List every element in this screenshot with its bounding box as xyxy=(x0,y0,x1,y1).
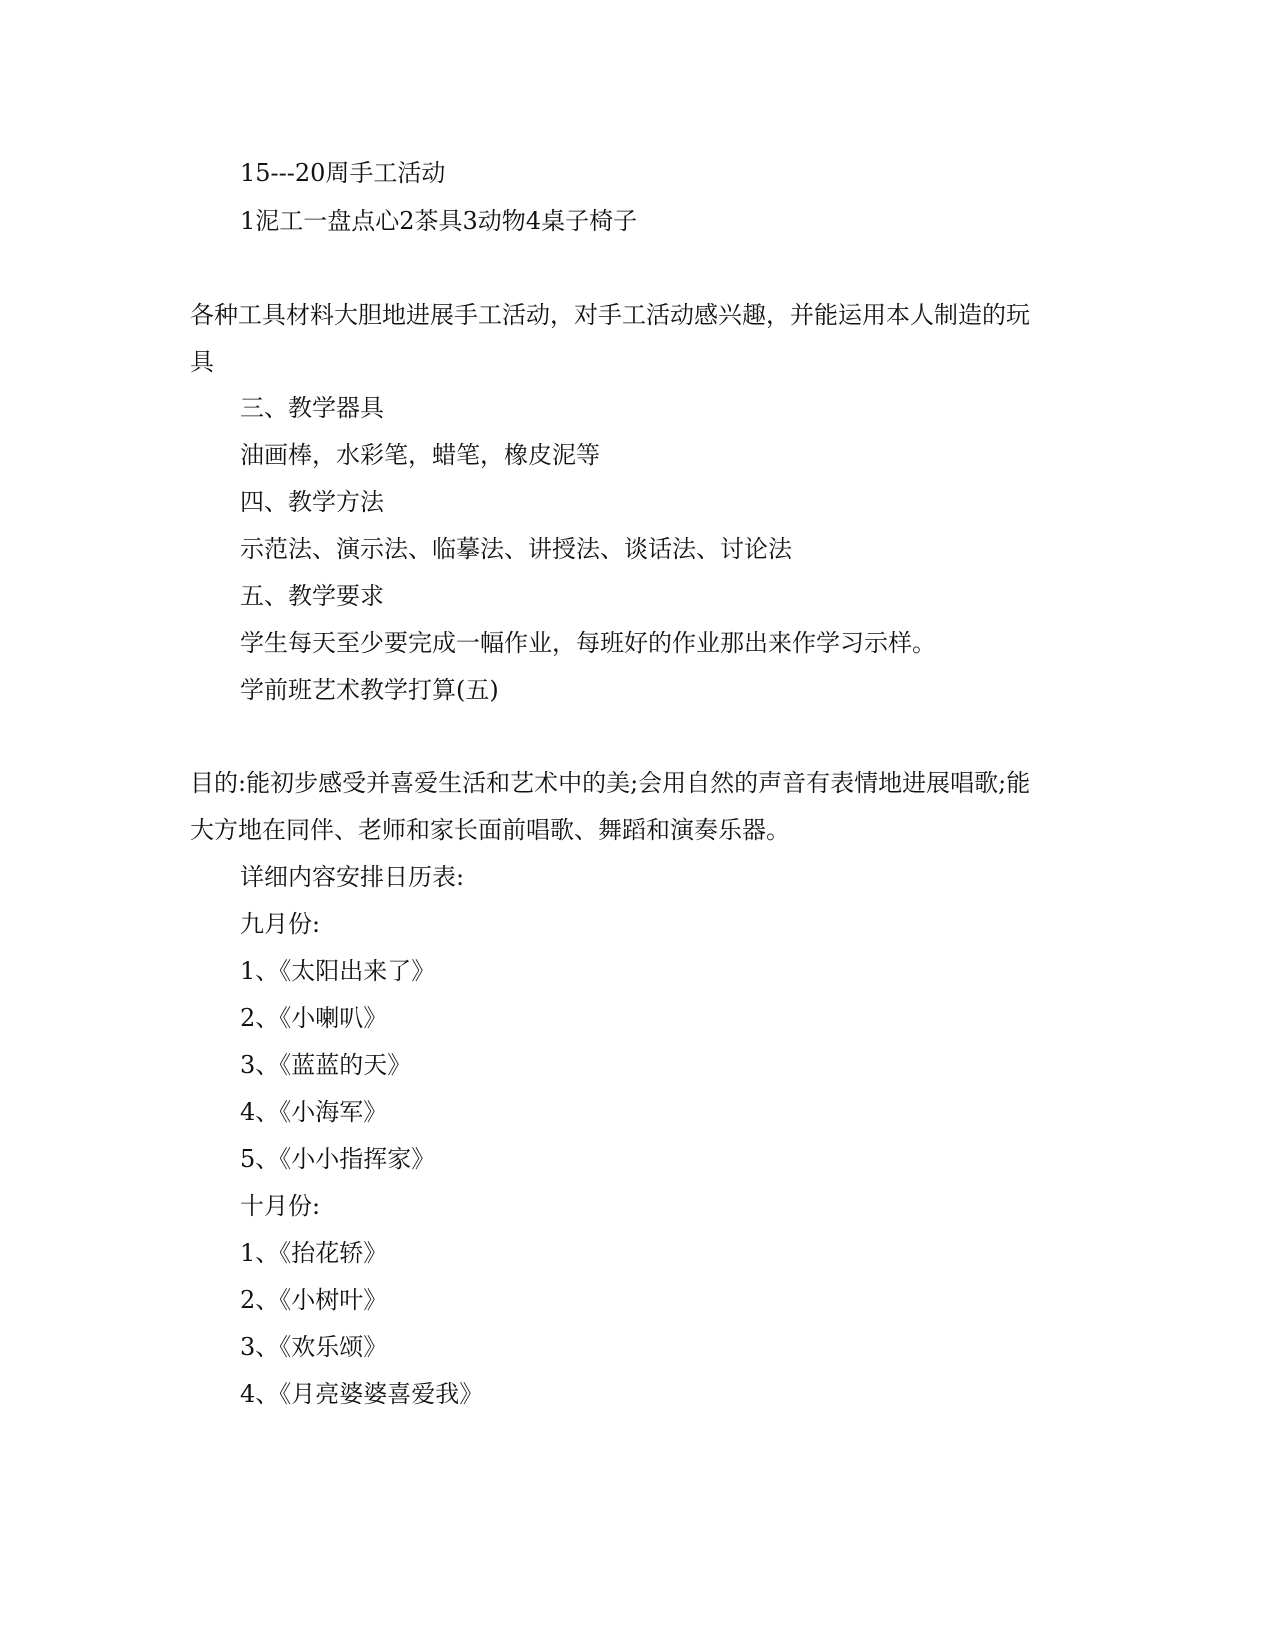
text-line: 15---20周手工活动 xyxy=(240,159,446,187)
text-line: 示范法、演示法、临摹法、讲授法、谈话法、讨论法 xyxy=(240,535,792,563)
month-heading: 九月份: xyxy=(240,910,321,938)
text-line: 目的:能初步感受并喜爱生活和艺术中的美;会用自然的声音有表情地进展唱歌;能 xyxy=(190,769,1031,797)
text-line: 各种工具材料大胆地进展手工活动，对手工活动感兴趣，并能运用本人制造的玩 xyxy=(190,301,1030,329)
text-line: 详细内容安排日历表: xyxy=(240,863,465,891)
section-heading: 四、教学方法 xyxy=(240,488,384,516)
list-item: 2、《小喇叭》 xyxy=(240,1004,388,1032)
section-heading: 三、教学器具 xyxy=(240,394,384,422)
list-item: 1、《抬花轿》 xyxy=(240,1239,388,1267)
list-item: 1、《太阳出来了》 xyxy=(240,957,436,985)
text-line: 大方地在同伴、老师和家长面前唱歌、舞蹈和演奏乐器。 xyxy=(190,816,790,844)
section-heading: 五、教学要求 xyxy=(240,582,384,610)
list-item: 4、《小海军》 xyxy=(240,1098,388,1126)
month-heading: 十月份: xyxy=(240,1192,321,1220)
text-line: 具 xyxy=(190,348,214,376)
list-item: 3、《欢乐颂》 xyxy=(240,1333,388,1361)
list-item: 5、《小小指挥家》 xyxy=(240,1145,436,1173)
list-item: 3、《蓝蓝的天》 xyxy=(240,1051,412,1079)
text-line: 1泥工一盘点心2茶具3动物4桌子椅子 xyxy=(240,207,638,235)
text-line: 学生每天至少要完成一幅作业，每班好的作业那出来作学习示样。 xyxy=(240,629,936,657)
list-item: 2、《小树叶》 xyxy=(240,1286,388,1314)
text-line: 油画棒，水彩笔，蜡笔，橡皮泥等 xyxy=(240,441,600,469)
document-title: 学前班艺术教学打算(五) xyxy=(240,676,499,704)
list-item: 4、《月亮婆婆喜爱我》 xyxy=(240,1380,484,1408)
